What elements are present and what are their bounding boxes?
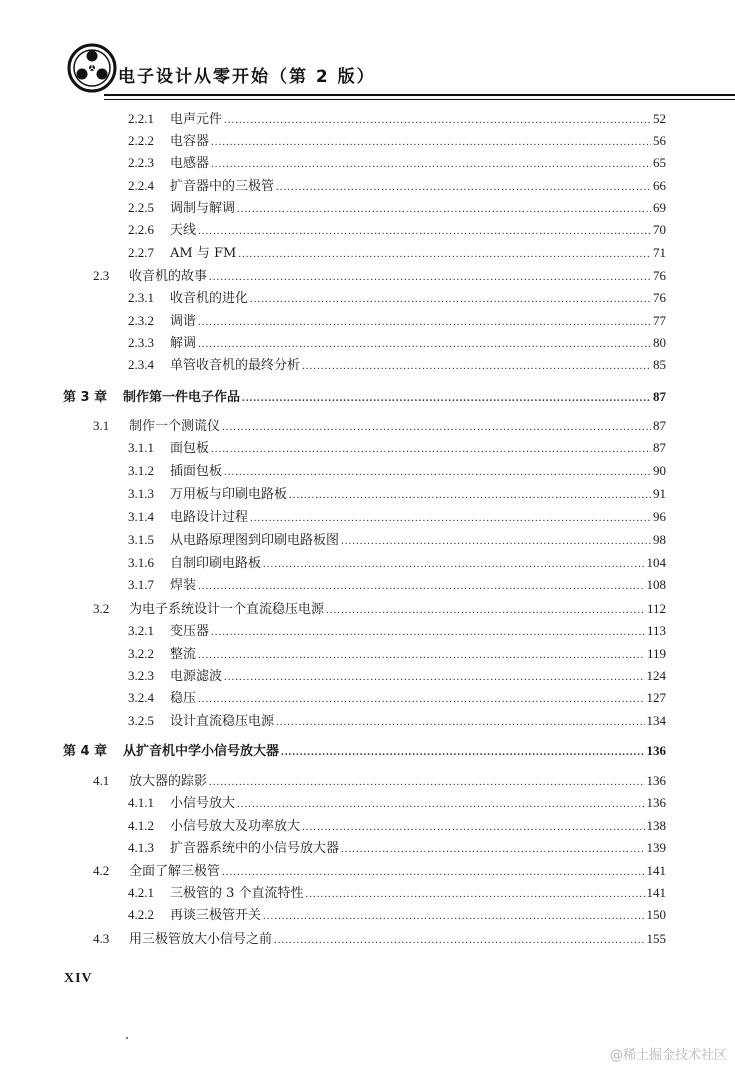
toc-entry-title: 为电子系统设计一个直流稳压电源 xyxy=(129,602,325,617)
toc-chapter-entry xyxy=(63,387,666,407)
toc-entry-number: 3.2 xyxy=(93,601,110,616)
toc-entry-title: 面包板 xyxy=(170,441,210,456)
toc-section-entry xyxy=(93,599,666,619)
toc-entry-page: 70 xyxy=(653,222,666,237)
toc-entry-title: 整流 xyxy=(170,647,197,662)
toc-entry-page: 150 xyxy=(646,907,666,922)
toc-subsection-entry xyxy=(128,575,666,595)
toc-entry-number: 4.3 xyxy=(93,931,110,946)
toc-entry-number: 第 4 章 xyxy=(63,744,108,759)
toc-entry-title: 用三极管放大小信号之前 xyxy=(129,932,273,947)
toc-section-entry xyxy=(93,771,666,791)
toc-entry-title: 扩音器中的三极管 xyxy=(170,179,275,194)
toc-entry-page: 96 xyxy=(653,509,666,524)
toc-entry-title: 制作一个测谎仪 xyxy=(129,419,221,434)
toc-entry-title: 焊装 xyxy=(170,578,197,593)
toc-entry-page: 87 xyxy=(653,389,666,404)
toc-leader-dots xyxy=(224,110,651,130)
toc-entry-title: 插面包板 xyxy=(170,464,223,479)
toc-entry-page: 124 xyxy=(646,668,666,683)
toc-entry-number: 3.1.5 xyxy=(128,532,154,547)
toc-leader-dots xyxy=(276,177,651,197)
toc-entry-title: 再谈三极管开关 xyxy=(170,908,262,923)
toc-entry-number: 2.3.4 xyxy=(128,357,154,372)
toc-subsection-entry xyxy=(128,688,666,708)
toc-subsection-entry xyxy=(128,220,666,240)
toc-subsection-entry xyxy=(128,553,666,573)
toc-section-entry xyxy=(93,861,666,881)
toc-entry-number: 3.2.2 xyxy=(128,646,154,661)
toc-subsection-entry xyxy=(128,198,666,218)
toc-subsection-entry xyxy=(128,109,666,129)
toc-entry-title: 三极管的 3 个直流特性 xyxy=(170,886,304,901)
toc-chapter-entry xyxy=(63,741,666,761)
header-rule-thin xyxy=(104,99,735,100)
reel-logo-icon xyxy=(66,42,118,94)
toc-leader-dots xyxy=(224,667,644,687)
toc-entry-title: 放大器的踪影 xyxy=(129,774,208,789)
toc-entry-number: 2.2.6 xyxy=(128,222,154,237)
toc-subsection-entry xyxy=(128,644,666,664)
toc-entry-number: 3.2.1 xyxy=(128,623,154,638)
toc-leader-dots xyxy=(237,794,644,814)
toc-entry-page: 66 xyxy=(653,178,666,193)
toc-entry-page: 138 xyxy=(646,818,666,833)
toc-subsection-entry xyxy=(128,621,666,641)
toc-entry-number: 3.1.4 xyxy=(128,509,154,524)
toc-entry-title: 扩音器系统中的小信号放大器 xyxy=(170,841,340,856)
toc-entry-title: 调谐 xyxy=(170,314,197,329)
toc-entry-number: 4.1.2 xyxy=(128,818,154,833)
toc-subsection-entry xyxy=(128,883,666,903)
toc-entry-page: 139 xyxy=(646,840,666,855)
toc-entry-page: 127 xyxy=(646,690,666,705)
toc-section-entry xyxy=(93,929,666,949)
toc-leader-dots xyxy=(211,154,651,174)
toc-entry-number: 4.1.3 xyxy=(128,840,154,855)
toc-entry-page: 76 xyxy=(653,290,666,305)
toc-entry-number: 2.2.1 xyxy=(128,111,154,126)
toc-leader-dots xyxy=(222,417,651,437)
toc-entry-title: 小信号放大 xyxy=(170,796,236,811)
toc-entry-title: 稳压 xyxy=(170,691,197,706)
toc-entry-number: 3.1 xyxy=(93,418,110,433)
toc-subsection-entry xyxy=(128,484,666,504)
toc-subsection-entry xyxy=(128,816,666,836)
toc-entry-page: 85 xyxy=(653,357,666,372)
toc-subsection-entry xyxy=(128,666,666,686)
toc-subsection-entry xyxy=(128,333,666,353)
toc-leader-dots xyxy=(211,622,645,642)
toc-leader-dots xyxy=(250,508,651,528)
toc-leader-dots xyxy=(306,884,645,904)
toc-entry-number: 2.3.1 xyxy=(128,290,154,305)
toc-leader-dots xyxy=(198,576,644,596)
toc-entry-number: 2.2.4 xyxy=(128,178,154,193)
toc-leader-dots xyxy=(238,244,651,264)
toc-entry-title: 电容器 xyxy=(170,134,210,149)
toc-entry-number: 2.2.5 xyxy=(128,200,154,215)
toc-entry-title: 从电路原理图到印刷电路板图 xyxy=(170,533,340,548)
toc-entry-title: 万用板与印刷电路板 xyxy=(170,487,288,502)
toc-leader-dots xyxy=(281,742,644,762)
toc-entry-number: 2.3.3 xyxy=(128,335,154,350)
toc-entry-page: 77 xyxy=(653,313,666,328)
toc-entry-number: 第 3 章 xyxy=(63,390,108,405)
toc-entry-number: 2.3.2 xyxy=(128,313,154,328)
toc-subsection-entry xyxy=(128,153,666,173)
toc-entry-number: 4.1.1 xyxy=(128,795,154,810)
watermark: @稀土掘金技术社区 xyxy=(609,1048,727,1063)
toc-entry-number: 2.2.7 xyxy=(128,245,154,260)
toc-entry-title: 单管收音机的最终分析 xyxy=(170,358,301,373)
toc-subsection-entry xyxy=(128,311,666,331)
toc-leader-dots xyxy=(302,817,644,837)
print-speck xyxy=(126,1037,128,1039)
toc-subsection-entry xyxy=(128,711,666,731)
toc-entry-title: 电源滤波 xyxy=(170,669,223,684)
toc-entry-page: 87 xyxy=(653,418,666,433)
toc-leader-dots xyxy=(198,221,651,241)
toc-entry-page: 136 xyxy=(646,795,666,810)
toc-entry-title: AM 与 FM xyxy=(170,246,237,261)
toc-entry-title: 小信号放大及功率放大 xyxy=(170,819,301,834)
toc-leader-dots xyxy=(209,267,651,287)
toc-subsection-entry xyxy=(128,905,666,925)
page-folio: XIV xyxy=(64,971,93,986)
toc-entry-number: 4.2.1 xyxy=(128,885,154,900)
toc-entry-title: 制作第一件电子作品 xyxy=(123,390,241,405)
toc-leader-dots xyxy=(326,600,645,620)
toc-entry-number: 4.2 xyxy=(93,863,110,878)
toc-entry-page: 98 xyxy=(653,532,666,547)
toc-leader-dots xyxy=(341,839,644,859)
toc-entry-title: 电感器 xyxy=(170,156,210,171)
toc-entry-page: 104 xyxy=(646,555,666,570)
toc-entry-page: 87 xyxy=(653,440,666,455)
toc-entry-number: 2.2.2 xyxy=(128,133,154,148)
running-header xyxy=(58,42,678,104)
toc-entry-page: 108 xyxy=(646,577,666,592)
toc-subsection-entry xyxy=(128,355,666,375)
toc-leader-dots xyxy=(274,930,644,950)
toc-leader-dots xyxy=(222,862,644,882)
toc-leader-dots xyxy=(209,772,644,792)
toc-entry-number: 3.1.3 xyxy=(128,486,154,501)
toc-entry-title: 变压器 xyxy=(170,624,210,639)
toc-entry-number: 3.1.2 xyxy=(128,463,154,478)
toc-entry-number: 3.2.5 xyxy=(128,713,154,728)
toc-entry-page: 65 xyxy=(653,155,666,170)
toc-subsection-entry xyxy=(128,438,666,458)
toc-entry-page: 52 xyxy=(653,111,666,126)
toc-entry-page: 136 xyxy=(646,773,666,788)
toc-subsection-entry xyxy=(128,793,666,813)
toc-entry-page: 134 xyxy=(646,713,666,728)
toc-leader-dots xyxy=(242,388,651,408)
toc-entry-page: 136 xyxy=(646,743,666,758)
toc-entry-page: 112 xyxy=(646,601,666,616)
toc-leader-dots xyxy=(341,531,651,551)
toc-subsection-entry xyxy=(128,176,666,196)
toc-subsection-entry xyxy=(128,131,666,151)
toc-entry-title: 自制印刷电路板 xyxy=(170,556,262,571)
toc-entry-title: 设计直流稳压电源 xyxy=(170,714,275,729)
toc-entry-page: 71 xyxy=(653,245,666,260)
toc-subsection-entry xyxy=(128,838,666,858)
toc-leader-dots xyxy=(198,689,644,709)
toc-entry-title: 电路设计过程 xyxy=(170,510,249,525)
toc-subsection-entry xyxy=(128,461,666,481)
toc-leader-dots xyxy=(263,554,644,574)
toc-entry-number: 2.3 xyxy=(93,268,110,283)
toc-leader-dots xyxy=(198,334,651,354)
toc-entry-page: 113 xyxy=(646,623,666,638)
toc-entry-number: 4.1 xyxy=(93,773,110,788)
toc-entry-number: 3.1.6 xyxy=(128,555,154,570)
toc-entry-page: 119 xyxy=(646,646,666,661)
toc-leader-dots xyxy=(302,356,651,376)
toc-leader-dots xyxy=(276,712,644,732)
toc-leader-dots xyxy=(211,439,651,459)
toc-entry-title: 解调 xyxy=(170,336,197,351)
toc-subsection-entry xyxy=(128,288,666,308)
toc-leader-dots xyxy=(250,289,651,309)
toc-entry-number: 3.1.7 xyxy=(128,577,154,592)
toc-entry-number: 3.1.1 xyxy=(128,440,154,455)
toc-entry-title: 收音机的进化 xyxy=(170,291,249,306)
toc-entry-title: 调制与解调 xyxy=(170,201,236,216)
toc-leader-dots xyxy=(224,462,651,482)
toc-section-entry xyxy=(93,416,666,436)
toc-entry-page: 141 xyxy=(646,885,666,900)
toc-entry-page: 141 xyxy=(646,863,666,878)
toc-leader-dots xyxy=(198,312,651,332)
toc-leader-dots xyxy=(198,645,645,665)
toc-entry-title: 天线 xyxy=(170,223,197,238)
toc-entry-page: 91 xyxy=(653,486,666,501)
toc-entry-number: 3.2.4 xyxy=(128,690,154,705)
toc-leader-dots xyxy=(263,906,644,926)
toc-subsection-entry xyxy=(128,243,666,263)
toc-entry-title: 收音机的故事 xyxy=(129,269,208,284)
toc-entry-number: 2.2.3 xyxy=(128,155,154,170)
toc-section-entry xyxy=(93,266,666,286)
toc-subsection-entry xyxy=(128,507,666,527)
toc-entry-page: 80 xyxy=(653,335,666,350)
toc-entry-title: 电声元件 xyxy=(170,112,223,127)
toc-leader-dots xyxy=(237,199,651,219)
toc-entry-page: 76 xyxy=(653,268,666,283)
toc-subsection-entry xyxy=(128,530,666,550)
toc-entry-number: 3.2.3 xyxy=(128,668,154,683)
toc-entry-number: 4.2.2 xyxy=(128,907,154,922)
toc-entry-page: 90 xyxy=(653,463,666,478)
toc-entry-page: 56 xyxy=(653,133,666,148)
toc-entry-title: 全面了解三极管 xyxy=(129,864,221,879)
toc-leader-dots xyxy=(289,485,651,505)
toc-entry-page: 155 xyxy=(646,931,666,946)
toc-entry-page: 69 xyxy=(653,200,666,215)
book-title: 电子设计从零开始（第 2 版） xyxy=(118,67,376,87)
toc-entry-title: 从扩音机中学小信号放大器 xyxy=(123,744,280,759)
toc-leader-dots xyxy=(211,132,651,152)
header-rule xyxy=(104,94,735,96)
